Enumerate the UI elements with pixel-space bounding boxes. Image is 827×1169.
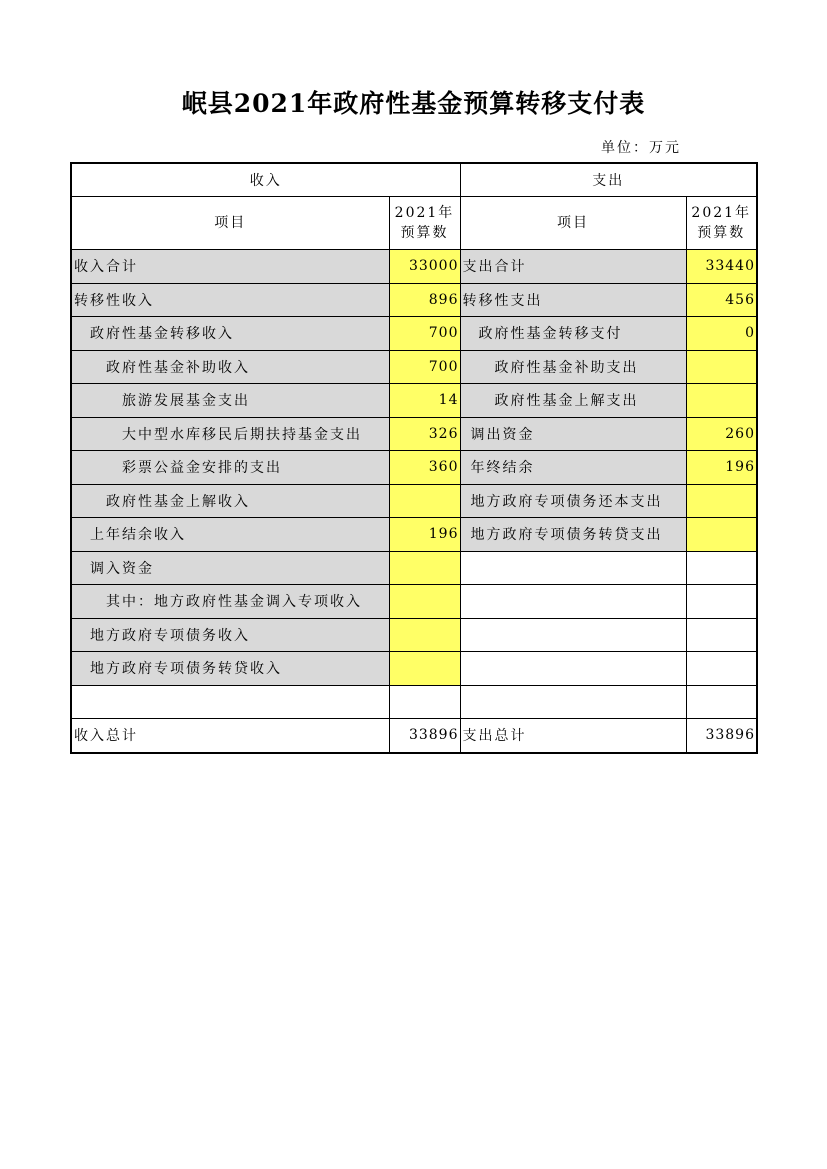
income-label: 转移性收入: [71, 283, 389, 317]
table-row: [71, 451, 757, 485]
income-label: 地方政府专项债务收入: [71, 618, 389, 652]
expense-label: [460, 652, 686, 686]
income-value: 896: [389, 283, 460, 317]
income-value: 360: [389, 451, 460, 485]
table-row: [71, 384, 757, 418]
expense-value: [686, 618, 757, 652]
income-label: 地方政府专项债务转贷收入: [71, 652, 389, 686]
expense-value: 196: [686, 451, 757, 485]
income-value: 326: [389, 417, 460, 451]
income-value: 33000: [389, 250, 460, 284]
expense-value: [686, 685, 757, 719]
expense-value: 0: [686, 317, 757, 351]
income-value: [389, 618, 460, 652]
year-header-line1: 2021年: [691, 205, 752, 221]
expense-label: 地方政府专项债务还本支出: [460, 484, 686, 518]
income-value: 700: [389, 317, 460, 351]
income-label: 收入合计: [71, 250, 389, 284]
income-value: 700: [389, 350, 460, 384]
income-label: 政府性基金转移收入: [71, 317, 389, 351]
expense-item-header: 项目: [460, 197, 686, 250]
table-row: [71, 551, 757, 585]
expense-label: 政府性基金转移支付: [460, 317, 686, 351]
year-header-line1: 2021年: [394, 205, 455, 221]
expense-label: 政府性基金上解支出: [460, 384, 686, 418]
expense-label: 转移性支出: [460, 283, 686, 317]
income-item-header: 项目: [71, 197, 389, 250]
expense-label: 调出资金: [460, 417, 686, 451]
table-row: [71, 350, 757, 384]
income-label: 大中型水库移民后期扶持基金支出: [71, 417, 389, 451]
expense-label: [460, 618, 686, 652]
expense-label: 政府性基金补助支出: [460, 350, 686, 384]
income-label: 政府性基金上解收入: [71, 484, 389, 518]
expense-value: [686, 350, 757, 384]
income-label: [71, 685, 389, 719]
year-header-line2: 预算数: [697, 225, 746, 241]
expense-label: 年终结余: [460, 451, 686, 485]
expense-label: 支出合计: [460, 250, 686, 284]
budget-table: [70, 162, 758, 754]
table-row: [71, 685, 757, 719]
expense-value: 33440: [686, 250, 757, 284]
expense-section-header: 支出: [460, 163, 757, 197]
table-row: [71, 652, 757, 686]
header-row-columns: [71, 197, 757, 250]
expense-total-label: 支出总计: [460, 719, 686, 753]
income-value: [389, 484, 460, 518]
total-row: [71, 719, 757, 753]
expense-label: 地方政府专项债务转贷支出: [460, 518, 686, 552]
income-total-value: 33896: [389, 719, 460, 753]
expense-value: [686, 585, 757, 619]
income-label: 彩票公益金安排的支出: [71, 451, 389, 485]
table-row: [71, 618, 757, 652]
expense-value: 260: [686, 417, 757, 451]
expense-value: [686, 384, 757, 418]
income-value: [389, 652, 460, 686]
income-value: [389, 685, 460, 719]
income-value: 14: [389, 384, 460, 418]
income-label: 政府性基金补助收入: [71, 350, 389, 384]
income-value: 196: [389, 518, 460, 552]
table-row: [71, 283, 757, 317]
income-label: 其中：地方政府性基金调入专项收入: [71, 585, 389, 619]
table-row: [71, 484, 757, 518]
income-year-header: [389, 197, 460, 250]
table-row: [71, 250, 757, 284]
unit-label: 单位：万元: [601, 140, 681, 156]
income-total-label: 收入总计: [71, 719, 389, 753]
income-label: 调入资金: [71, 551, 389, 585]
income-label: 上年结余收入: [71, 518, 389, 552]
expense-value: [686, 551, 757, 585]
expense-label: [460, 585, 686, 619]
table-row: [71, 518, 757, 552]
expense-year-header: [686, 197, 757, 250]
income-value: [389, 585, 460, 619]
table-row: [71, 585, 757, 619]
year-header-line2: 预算数: [400, 225, 449, 241]
expense-value: [686, 652, 757, 686]
expense-total-value: 33896: [686, 719, 757, 753]
header-row-sections: [71, 163, 757, 197]
page-title: 岷县2021年政府性基金预算转移支付表: [181, 89, 646, 118]
expense-value: 456: [686, 283, 757, 317]
income-label: 旅游发展基金支出: [71, 384, 389, 418]
income-section-header: 收入: [71, 163, 460, 197]
table-row: [71, 317, 757, 351]
expense-value: [686, 484, 757, 518]
table-row: [71, 417, 757, 451]
expense-label: [460, 551, 686, 585]
expense-value: [686, 518, 757, 552]
expense-label: [460, 685, 686, 719]
income-value: [389, 551, 460, 585]
